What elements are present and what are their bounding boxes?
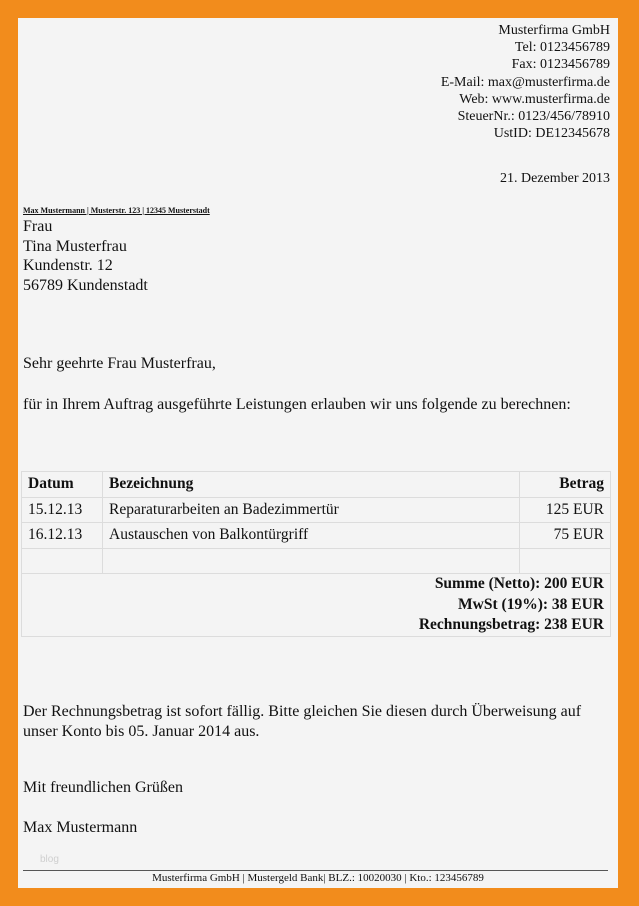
sender-web: Web: www.musterfirma.de [459, 91, 610, 107]
sender-vat-id: UstID: DE12345678 [493, 126, 610, 142]
row-description: Austauschen von Balkontürgriff [103, 523, 520, 549]
sender-block [441, 22, 610, 142]
letter-date: 21. Dezember 2013 [499, 171, 610, 186]
row-date: 15.12.13 [22, 497, 103, 523]
row-amount [520, 548, 611, 574]
watermark: blog [40, 854, 59, 865]
row-date [22, 548, 103, 574]
footer-bank-details: Musterfirma GmbH | Mustergeld Bank| BLZ.: 10020030 | Kto.: 123456789 [152, 872, 484, 884]
row-amount: 75 EUR [520, 523, 611, 549]
sender-email: E-Mail: max@musterfirma.de [440, 74, 610, 90]
table-header-row [22, 472, 611, 498]
sender-tel: Tel: 0123456789 [514, 40, 610, 56]
intro-paragraph: für in Ihrem Auftrag ausgeführte Leistungen erlauben wir uns folgende zu berechnen: [23, 396, 571, 413]
header-amount: Betrag [520, 472, 611, 498]
salutation: Sehr geehrte Frau Musterfrau, [23, 355, 216, 372]
row-amount: 125 EUR [520, 497, 611, 523]
table-row [22, 548, 611, 574]
header-date: Datum [22, 472, 103, 498]
sender-company: Musterfirma GmbH [498, 23, 610, 38]
recipient-title: Frau [23, 218, 53, 235]
closing-greeting: Mit freundlichen Grüßen [23, 779, 183, 796]
totals-cell [22, 574, 611, 637]
sender-tax-number: SteuerNr.: 0123/456/78910 [457, 109, 610, 125]
sender-fax: Fax: 0123456789 [511, 57, 610, 73]
recipient-name: Tina Musterfrau [23, 237, 127, 255]
invoice-table [21, 471, 611, 637]
recipient-city: 56789 Kundenstadt [23, 276, 148, 294]
invoice-page [18, 18, 618, 888]
row-description: Reparaturarbeiten an Badezimmertür [103, 497, 520, 523]
totals-row [22, 574, 611, 637]
row-date: 16.12.13 [22, 523, 103, 549]
row-description [103, 548, 520, 574]
signature-name: Max Mustermann [23, 819, 138, 836]
total-gross: Rechnungsbetrag: 238 EUR [418, 616, 604, 633]
total-vat: MwSt (19%): 38 EUR [458, 595, 604, 613]
footer-divider [23, 870, 608, 871]
total-net: Summe (Netto): 200 EUR [434, 575, 604, 592]
table-row [22, 523, 611, 549]
payment-terms-paragraph: Der Rechnungsbetrag ist sofort fällig. Bitte gleichen Sie diesen durch Überweisung auf unser Konto bis 05. Januar 2014 aus. [23, 703, 582, 740]
recipient-block [23, 217, 148, 295]
header-description: Bezeichnung [103, 472, 520, 498]
return-address-line: Max Mustermann | Musterstr. 123 | 12345 Musterstadt [23, 206, 210, 215]
recipient-street: Kundenstr. 12 [23, 257, 113, 274]
table-row [22, 497, 611, 523]
